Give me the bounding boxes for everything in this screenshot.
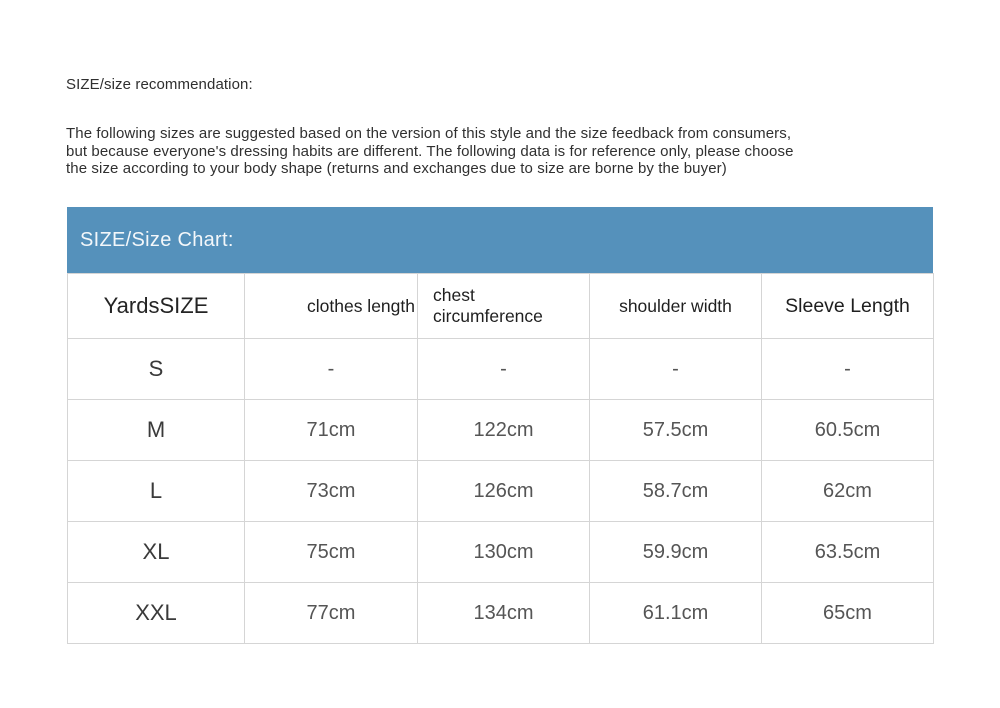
table-row-size-xl [68, 522, 934, 583]
size-recommendation-line-1: The following sizes are suggested based on the version of this style and the size feedback from consumers, [66, 125, 792, 142]
size-label: XXL [68, 583, 245, 644]
chest-circumference-value: 126cm [418, 461, 590, 522]
shoulder-width-value: 59.9cm [590, 522, 762, 583]
shoulder-width-value: 58.7cm [590, 461, 762, 522]
table-row-size-s [68, 339, 934, 400]
shoulder-width-value: 61.1cm [590, 583, 762, 644]
sleeve-length-value: 63.5cm [762, 522, 934, 583]
column-header-chest-circumference-label: chest circumference [433, 284, 543, 326]
table-row-size-l [68, 461, 934, 522]
clothes-length-value: 71cm [245, 400, 418, 461]
chest-circumference-value: - [418, 339, 590, 400]
clothes-length-value: 73cm [245, 461, 418, 522]
column-header-yards-size: YardsSIZE [68, 274, 245, 339]
column-header-shoulder-width: shoulder width [590, 274, 762, 339]
size-recommendation-line-2: but because everyone's dressing habits are different. The following data is for reference only, please choose [66, 142, 794, 160]
column-header-chest-circumference [418, 274, 590, 339]
sleeve-length-value: - [762, 339, 934, 400]
shoulder-width-value: - [590, 339, 762, 400]
clothes-length-value: - [245, 339, 418, 400]
chest-circumference-value: 130cm [418, 522, 590, 583]
chest-circumference-value: 134cm [418, 583, 590, 644]
size-chart-banner-title: SIZE/Size Chart: [80, 228, 234, 251]
size-chart-table [67, 273, 934, 644]
table-row-size-xxl [68, 583, 934, 644]
column-header-clothes-length: clothes length [245, 274, 418, 339]
column-header-sleeve-length: Sleeve Length [762, 274, 934, 339]
size-recommendation-text [66, 125, 946, 178]
table-row-size-m [68, 400, 934, 461]
sleeve-length-value: 65cm [762, 583, 934, 644]
size-label: XL [68, 522, 245, 583]
size-recommendation-heading: SIZE/size recommendation: [66, 76, 253, 93]
size-chart-header-row [68, 274, 934, 339]
size-chart-banner [67, 207, 933, 273]
sleeve-length-value: 62cm [762, 461, 934, 522]
size-label: M [68, 400, 245, 461]
chest-circumference-value: 122cm [418, 400, 590, 461]
clothes-length-value: 75cm [245, 522, 418, 583]
size-label: L [68, 461, 245, 522]
shoulder-width-value: 57.5cm [590, 400, 762, 461]
clothes-length-value: 77cm [245, 583, 418, 644]
size-recommendation-line-3: the size according to your body shape (returns and exchanges due to size are borne by the buyer) [66, 160, 727, 177]
size-label: S [68, 339, 245, 400]
sleeve-length-value: 60.5cm [762, 400, 934, 461]
